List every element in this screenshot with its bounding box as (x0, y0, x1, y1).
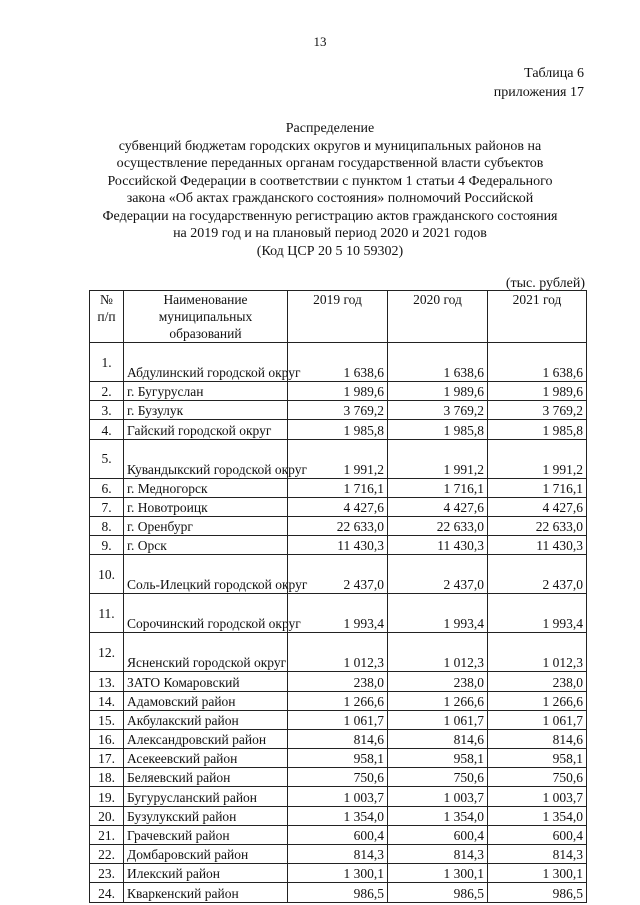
subvention-table (89, 290, 587, 903)
row-number: 7. (90, 497, 124, 516)
row-number: 21. (90, 825, 124, 844)
row-number: 3. (90, 401, 124, 420)
table-row (90, 729, 587, 748)
value-2020: 1 991,2 (388, 439, 488, 478)
value-2019: 1 993,4 (288, 594, 388, 633)
value-2020: 1 989,6 (388, 382, 488, 401)
value-2021: 1 993,4 (488, 594, 587, 633)
units-label: (тыс. рублей) (505, 276, 585, 291)
row-number: 2. (90, 382, 124, 401)
value-2021: 600,4 (488, 825, 587, 844)
value-2020: 1 003,7 (388, 787, 488, 806)
title-line: (Код ЦСР 20 5 10 59302) (256, 243, 404, 259)
municipality-name: Ясненский городской округ (124, 633, 288, 672)
value-2020: 1 985,8 (388, 420, 488, 439)
row-number: 4. (90, 420, 124, 439)
header-2021: 2021 год (488, 291, 587, 343)
value-2021: 238,0 (488, 672, 587, 691)
table-row (90, 883, 587, 902)
value-2020: 986,5 (388, 883, 488, 902)
row-number: 22. (90, 845, 124, 864)
table-row (90, 710, 587, 729)
row-number: 24. (90, 883, 124, 902)
value-2021: 1 061,7 (488, 710, 587, 729)
value-2021: 986,5 (488, 883, 587, 902)
municipality-name: Бузулукский район (124, 806, 288, 825)
title-line: субвенций бюджетам городских округов и муниципальных районов на (118, 138, 542, 154)
municipality-name: Кваркенский район (124, 883, 288, 902)
municipality-name: Домбаровский район (124, 845, 288, 864)
table-row (90, 343, 587, 382)
value-2019: 986,5 (288, 883, 388, 902)
value-2020: 4 427,6 (388, 497, 488, 516)
value-2021: 11 430,3 (488, 536, 587, 555)
row-number: 9. (90, 536, 124, 555)
row-number: 1. (90, 343, 124, 382)
title-line: закона «Об актах гражданского состояния» полномочий Российской (126, 191, 534, 206)
table-row (90, 516, 587, 535)
table-row (90, 749, 587, 768)
municipality-name: Акбулакский район (124, 710, 288, 729)
value-2019: 2 437,0 (288, 555, 388, 594)
value-2020: 3 769,2 (388, 401, 488, 420)
value-2020: 814,3 (388, 845, 488, 864)
value-2020: 238,0 (388, 672, 488, 691)
row-number: 19. (90, 787, 124, 806)
municipality-name: г. Орск (124, 536, 288, 555)
table-row (90, 787, 587, 806)
municipality-name: Соль-Илецкий городской округ (124, 555, 288, 594)
value-2021: 1 716,1 (488, 478, 587, 497)
table-row (90, 382, 587, 401)
municipality-name: ЗАТО Комаровский (124, 672, 288, 691)
municipality-name: Грачевский район (124, 825, 288, 844)
value-2020: 1 716,1 (388, 478, 488, 497)
header-number: № п/п (90, 291, 124, 343)
municipality-name: Беляевский район (124, 768, 288, 787)
table-row (90, 825, 587, 844)
value-2020: 958,1 (388, 749, 488, 768)
value-2019: 1 638,6 (288, 343, 388, 382)
municipality-name: Илекский район (124, 864, 288, 883)
value-2021: 1 003,7 (488, 787, 587, 806)
row-number: 10. (90, 555, 124, 594)
value-2021: 814,3 (488, 845, 587, 864)
header-2020: 2020 год (388, 291, 488, 343)
value-2019: 11 430,3 (288, 536, 388, 555)
row-number: 16. (90, 729, 124, 748)
row-number: 8. (90, 516, 124, 535)
municipality-name: Абдулинский городской округ (124, 343, 288, 382)
value-2019: 238,0 (288, 672, 388, 691)
table-reference (494, 64, 584, 102)
table-row (90, 497, 587, 516)
value-2021: 4 427,6 (488, 497, 587, 516)
title-line: Федерации на государственную регистрацию актов гражданского состояния (102, 208, 558, 224)
value-2019: 1 354,0 (288, 806, 388, 825)
title-line: Российской Федерации в соответствии с пунктом 1 статьи 4 Федерального (107, 173, 553, 189)
value-2019: 1 991,2 (288, 439, 388, 478)
header-name: Наименование муниципальных образований (124, 291, 288, 343)
municipality-name: Сорочинский городской округ (124, 594, 288, 633)
value-2020: 1 300,1 (388, 864, 488, 883)
value-2020: 1 638,6 (388, 343, 488, 382)
municipality-name: г. Медногорск (124, 478, 288, 497)
table-row (90, 555, 587, 594)
municipality-name: Александровский район (124, 729, 288, 748)
table-row (90, 768, 587, 787)
table-ref-line1: Таблица 6 (524, 66, 584, 81)
value-2021: 1 266,6 (488, 691, 587, 710)
row-number: 20. (90, 806, 124, 825)
table-row (90, 478, 587, 497)
title-line: на 2019 год и на плановый период 2020 и 2021 годов (173, 226, 487, 241)
value-2020: 1 266,6 (388, 691, 488, 710)
title-line: Распределение (285, 121, 375, 136)
value-2021: 1 638,6 (488, 343, 587, 382)
table-body (90, 343, 587, 903)
value-2020: 2 437,0 (388, 555, 488, 594)
value-2019: 600,4 (288, 825, 388, 844)
table-row (90, 806, 587, 825)
value-2021: 1 989,6 (488, 382, 587, 401)
table-row (90, 691, 587, 710)
table-row (90, 536, 587, 555)
value-2020: 600,4 (388, 825, 488, 844)
row-number: 17. (90, 749, 124, 768)
value-2021: 1 991,2 (488, 439, 587, 478)
table-row (90, 594, 587, 633)
value-2019: 1 061,7 (288, 710, 388, 729)
municipality-name: Кувандыкский городской округ (124, 439, 288, 478)
municipality-name: г. Бугуруслан (124, 382, 288, 401)
value-2019: 814,6 (288, 729, 388, 748)
value-2019: 958,1 (288, 749, 388, 768)
municipality-name: Адамовский район (124, 691, 288, 710)
title-line: осуществление переданных органам государственной власти субъектов (116, 156, 544, 171)
value-2019: 1 985,8 (288, 420, 388, 439)
table-ref-line2: приложения 17 (493, 85, 584, 100)
row-number: 12. (90, 633, 124, 672)
table-row (90, 420, 587, 439)
value-2019: 750,6 (288, 768, 388, 787)
value-2019: 1 012,3 (288, 633, 388, 672)
value-2019: 4 427,6 (288, 497, 388, 516)
row-number: 14. (90, 691, 124, 710)
table-header-row (90, 291, 587, 343)
row-number: 13. (90, 672, 124, 691)
municipality-name: г. Новотроицк (124, 497, 288, 516)
value-2020: 750,6 (388, 768, 488, 787)
row-number: 18. (90, 768, 124, 787)
value-2021: 814,6 (488, 729, 587, 748)
municipality-name: Бугурусланский район (124, 787, 288, 806)
row-number: 6. (90, 478, 124, 497)
header-2019: 2019 год (288, 291, 388, 343)
value-2020: 1 061,7 (388, 710, 488, 729)
value-2021: 750,6 (488, 768, 587, 787)
value-2021: 1 300,1 (488, 864, 587, 883)
value-2020: 814,6 (388, 729, 488, 748)
value-2021: 1 354,0 (488, 806, 587, 825)
table-row (90, 864, 587, 883)
municipality-name: г. Оренбург (124, 516, 288, 535)
municipality-name: Асекеевский район (124, 749, 288, 768)
municipality-name: Гайский городской округ (124, 420, 288, 439)
value-2019: 814,3 (288, 845, 388, 864)
value-2021: 3 769,2 (488, 401, 587, 420)
value-2020: 1 012,3 (388, 633, 488, 672)
value-2019: 22 633,0 (288, 516, 388, 535)
value-2020: 11 430,3 (388, 536, 488, 555)
table-row (90, 401, 587, 420)
value-2020: 22 633,0 (388, 516, 488, 535)
value-2021: 1 012,3 (488, 633, 587, 672)
value-2021: 958,1 (488, 749, 587, 768)
table-row (90, 633, 587, 672)
value-2020: 1 993,4 (388, 594, 488, 633)
value-2019: 1 300,1 (288, 864, 388, 883)
value-2021: 1 985,8 (488, 420, 587, 439)
value-2019: 1 716,1 (288, 478, 388, 497)
table-row (90, 672, 587, 691)
municipality-name: г. Бузулук (124, 401, 288, 420)
document-title (80, 120, 580, 260)
value-2019: 1 266,6 (288, 691, 388, 710)
table-row (90, 845, 587, 864)
value-2019: 3 769,2 (288, 401, 388, 420)
value-2020: 1 354,0 (388, 806, 488, 825)
page-number: 13 (313, 34, 327, 49)
value-2019: 1 989,6 (288, 382, 388, 401)
table-row (90, 439, 587, 478)
row-number: 5. (90, 439, 124, 478)
value-2021: 22 633,0 (488, 516, 587, 535)
row-number: 15. (90, 710, 124, 729)
row-number: 11. (90, 594, 124, 633)
row-number: 23. (90, 864, 124, 883)
value-2021: 2 437,0 (488, 555, 587, 594)
value-2019: 1 003,7 (288, 787, 388, 806)
